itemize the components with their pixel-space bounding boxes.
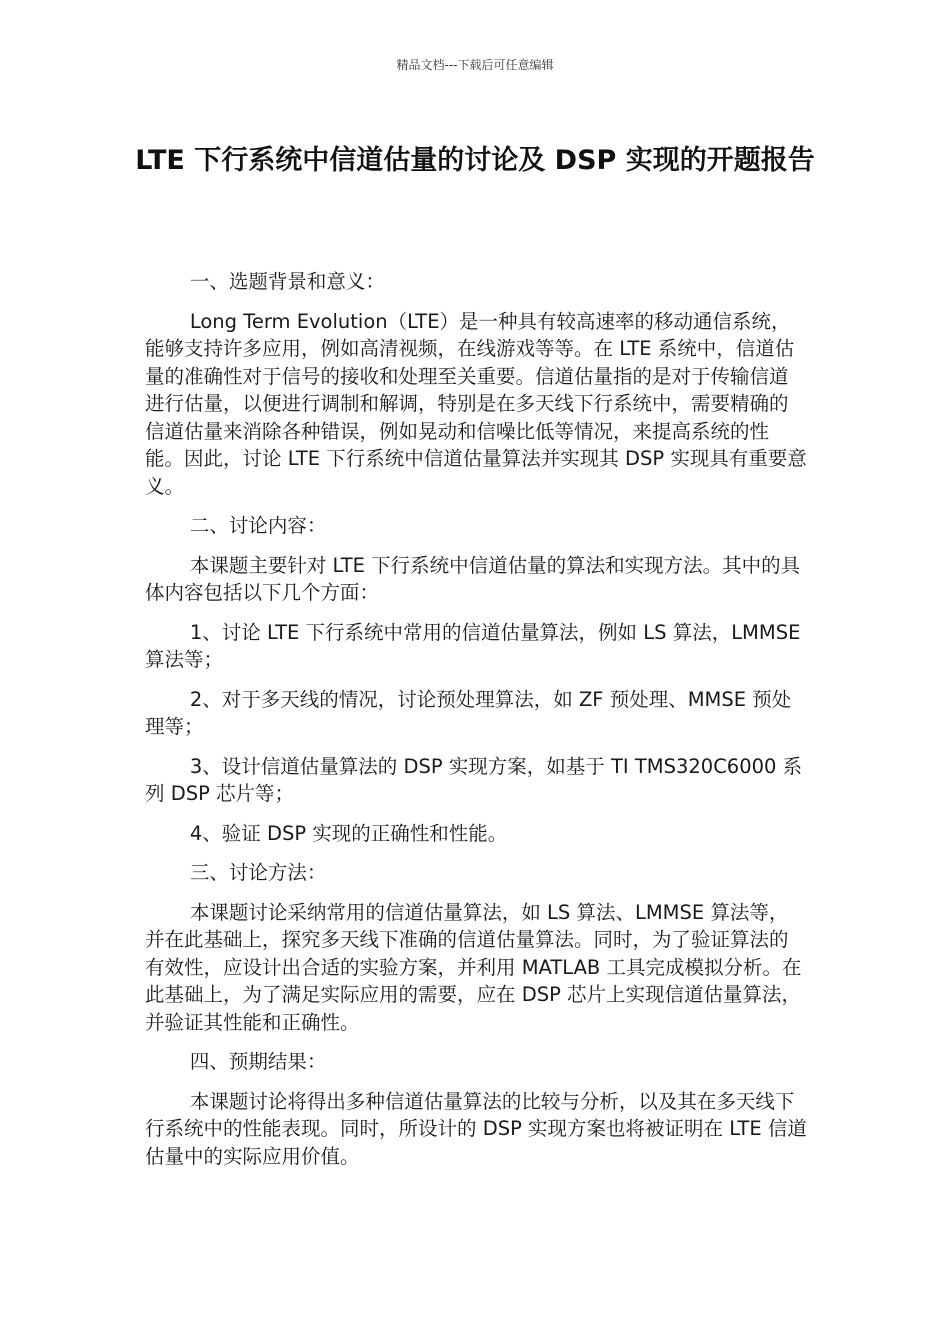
document-body <box>145 268 807 1182</box>
list-item-content-1: 1、讨论 LTE 下行系统中常用的信道估量算法，例如 LS 算法，LMMSE 算法等； <box>145 620 801 671</box>
section-heading-results: 四、预期结果： <box>189 1050 327 1073</box>
list-item-content-3: 3、设计信道估量算法的 DSP 实现方案，如基于 TI TMS320C6000 系列 DSP 芯片等； <box>145 754 803 805</box>
paragraph-results: 本课题讨论将得出多种信道估量算法的比较与分析，以及其在多天线下行系统中的性能表现。同时，所设计的 DSP 实现方案也将被证明在 LTE 信道估量中的实际应用价值。 <box>145 1089 807 1168</box>
section-heading-method: 三、讨论方法： <box>189 861 327 884</box>
list-item-content-4: 4、验证 DSP 实现的正确性和性能。 <box>189 821 508 845</box>
document-title: LTE 下行系统中信道估量的讨论及 DSP 实现的开题报告 <box>135 145 815 176</box>
section-heading-content: 二、讨论内容： <box>189 514 327 537</box>
header-note: 精品文档---下载后可任意编辑 <box>396 58 554 72</box>
list-item-content-2: 2、对于多天线的情况，讨论预处理算法，如 ZF 预处理、MMSE 预处理等； <box>145 687 792 738</box>
section-heading-background: 一、选题背景和意义： <box>189 270 385 293</box>
paragraph-content-intro: 本课题主要针对 LTE 下行系统中信道估量的算法和实现方法。其中的具体内容包括以下几个方面： <box>145 553 801 604</box>
paragraph-method: 本课题讨论采纳常用的信道估量算法，如 LS 算法、LMMSE 算法等，并在此基础上，探究多天线下准确的信道估量算法。同时，为了验证算法的有效性，应设计出合适的实验方案，并利用 MATLAB 工具完成模拟分析。在此基础上，为了满足实际应用的需要，应在 DSP 芯片上实现信道估量算法，并验证其性能和正确性。 <box>145 900 802 1034</box>
paragraph-background: Long Term Evolution（LTE）是一种具有较高速率的移动通信系统，能够支持许多应用，例如高清视频，在线游戏等等。在 LTE 系统中，信道估量的准确性对于信号的接收和处理至关重要。信道估量指的是对于传输信道进行估量，以便进行调制和解调，特别是在多天线下行系统中，需要精确的信道估量来消除各种错误，例如晃动和信噪比低等情况，来提高系统的性能。因此，讨论 LTE 下行系统中信道估量算法并实现其 DSP 实现具有重要意义。 <box>145 309 807 498</box>
